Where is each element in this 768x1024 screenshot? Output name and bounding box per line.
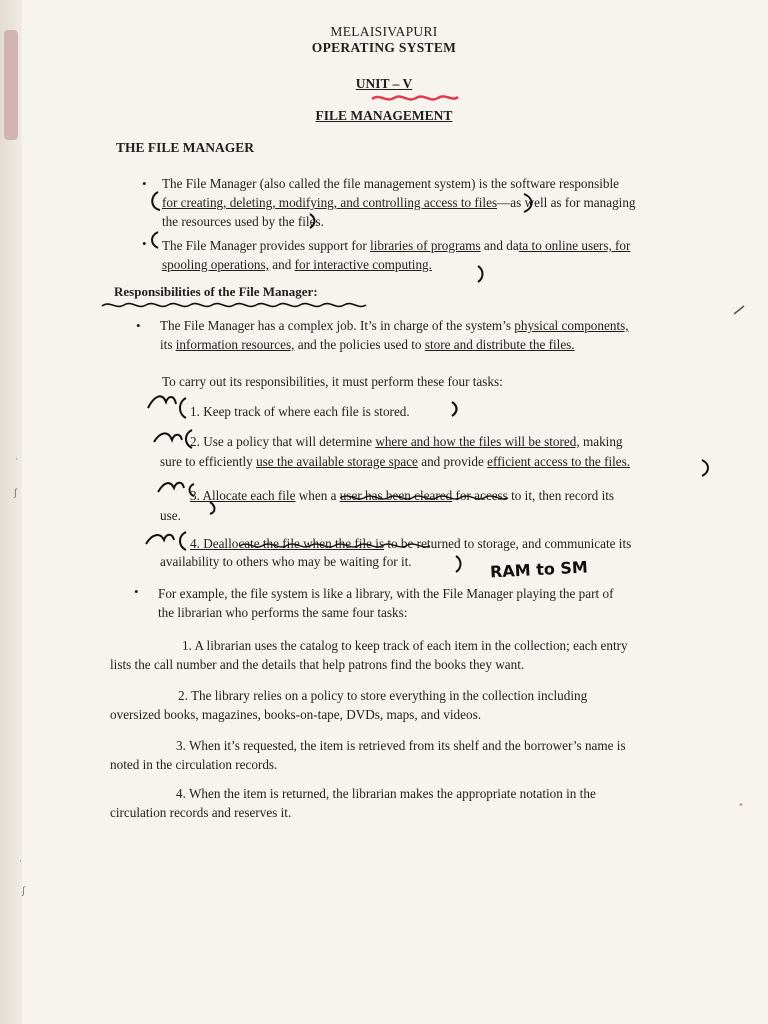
unit-title: UNIT – V	[355, 76, 413, 91]
paper-speck: •	[738, 800, 744, 811]
task-item-cont: availability to others who may be waiting for it.	[160, 554, 412, 569]
margin-tick	[730, 300, 750, 320]
margin-mark: ˙	[18, 860, 23, 871]
handwritten-bracket	[450, 552, 490, 576]
handwritten-annotations	[140, 386, 740, 556]
example-item: 2. The library relies on a policy to store everything in the collection including oversized books, magazines, books-on-tape, DVDs, maps, and videos.	[110, 688, 588, 722]
chapter-title: FILE MANAGEMENT	[315, 108, 453, 123]
example-item: 4. When the item is returned, the librarian makes the appropriate notation in the circulation records and reserves it.	[110, 786, 596, 820]
task-item: 4. Deallocate the file when the file is to be returned to storage, and communicate its	[190, 536, 632, 551]
paragraph: The File Manager provides support for libraries of programs and data to online users, for spooling operations, and for interactive computing.	[162, 238, 631, 272]
bullet-dot: •	[136, 318, 141, 333]
responsibilities-heading: Responsibilities of the File Manager:	[114, 284, 318, 299]
example-item: 1. A librarian uses the catalog to keep track of each item in the collection; each entry lists the call number and the details that help patrons find the books they want.	[110, 638, 628, 672]
paragraph: The File Manager has a complex job. It’s in charge of the system’s physical components, its information resources, and the policies used to store and distribute the files.	[160, 318, 629, 352]
college-name: MELAISIVAPURI	[330, 24, 438, 39]
paragraph: For example, the file system is like a library, with the File Manager playing the part of the librarian who performs the same four tasks:	[158, 586, 614, 620]
margin-mark: ʃ	[14, 488, 18, 499]
task-item: 2. Use a policy that will determine where and how the files will be stored, making	[190, 434, 623, 449]
red-underline-squiggle	[370, 92, 460, 104]
handwritten-note: RAM to SM	[489, 557, 589, 582]
handwritten-brackets	[140, 190, 740, 290]
subject-title: OPERATING SYSTEM	[311, 40, 457, 55]
paragraph: The File Manager (also called the file management system) is the software responsible for creating, deleting, modifying, and controlling access to files—as well as for managing the resources used by the files.	[162, 176, 636, 229]
bullet-dot: •	[142, 176, 147, 191]
task-item: 3. Allocate each file when a user has been cleared for access to it, then record its	[190, 488, 615, 503]
margin-mark: ʃ	[22, 886, 26, 897]
task-item-cont: sure to efficiently use the available storage space and provide efficient access to the files.	[160, 454, 631, 469]
margin-mark: ˙	[14, 458, 19, 469]
task-item-cont: use.	[160, 508, 181, 523]
example-item: 3. When it’s requested, the item is retrieved from its shelf and the borrower’s name is noted in the circulation records.	[110, 738, 626, 772]
wavy-underline	[100, 298, 380, 312]
section-heading: THE FILE MANAGER	[116, 140, 255, 155]
task-intro: To carry out its responsibilities, it must perform these four tasks:	[162, 374, 503, 389]
bullet-dot: •	[142, 236, 147, 251]
task-item: 1. Keep track of where each file is stored.	[190, 404, 410, 419]
bullet-dot: •	[134, 584, 139, 599]
